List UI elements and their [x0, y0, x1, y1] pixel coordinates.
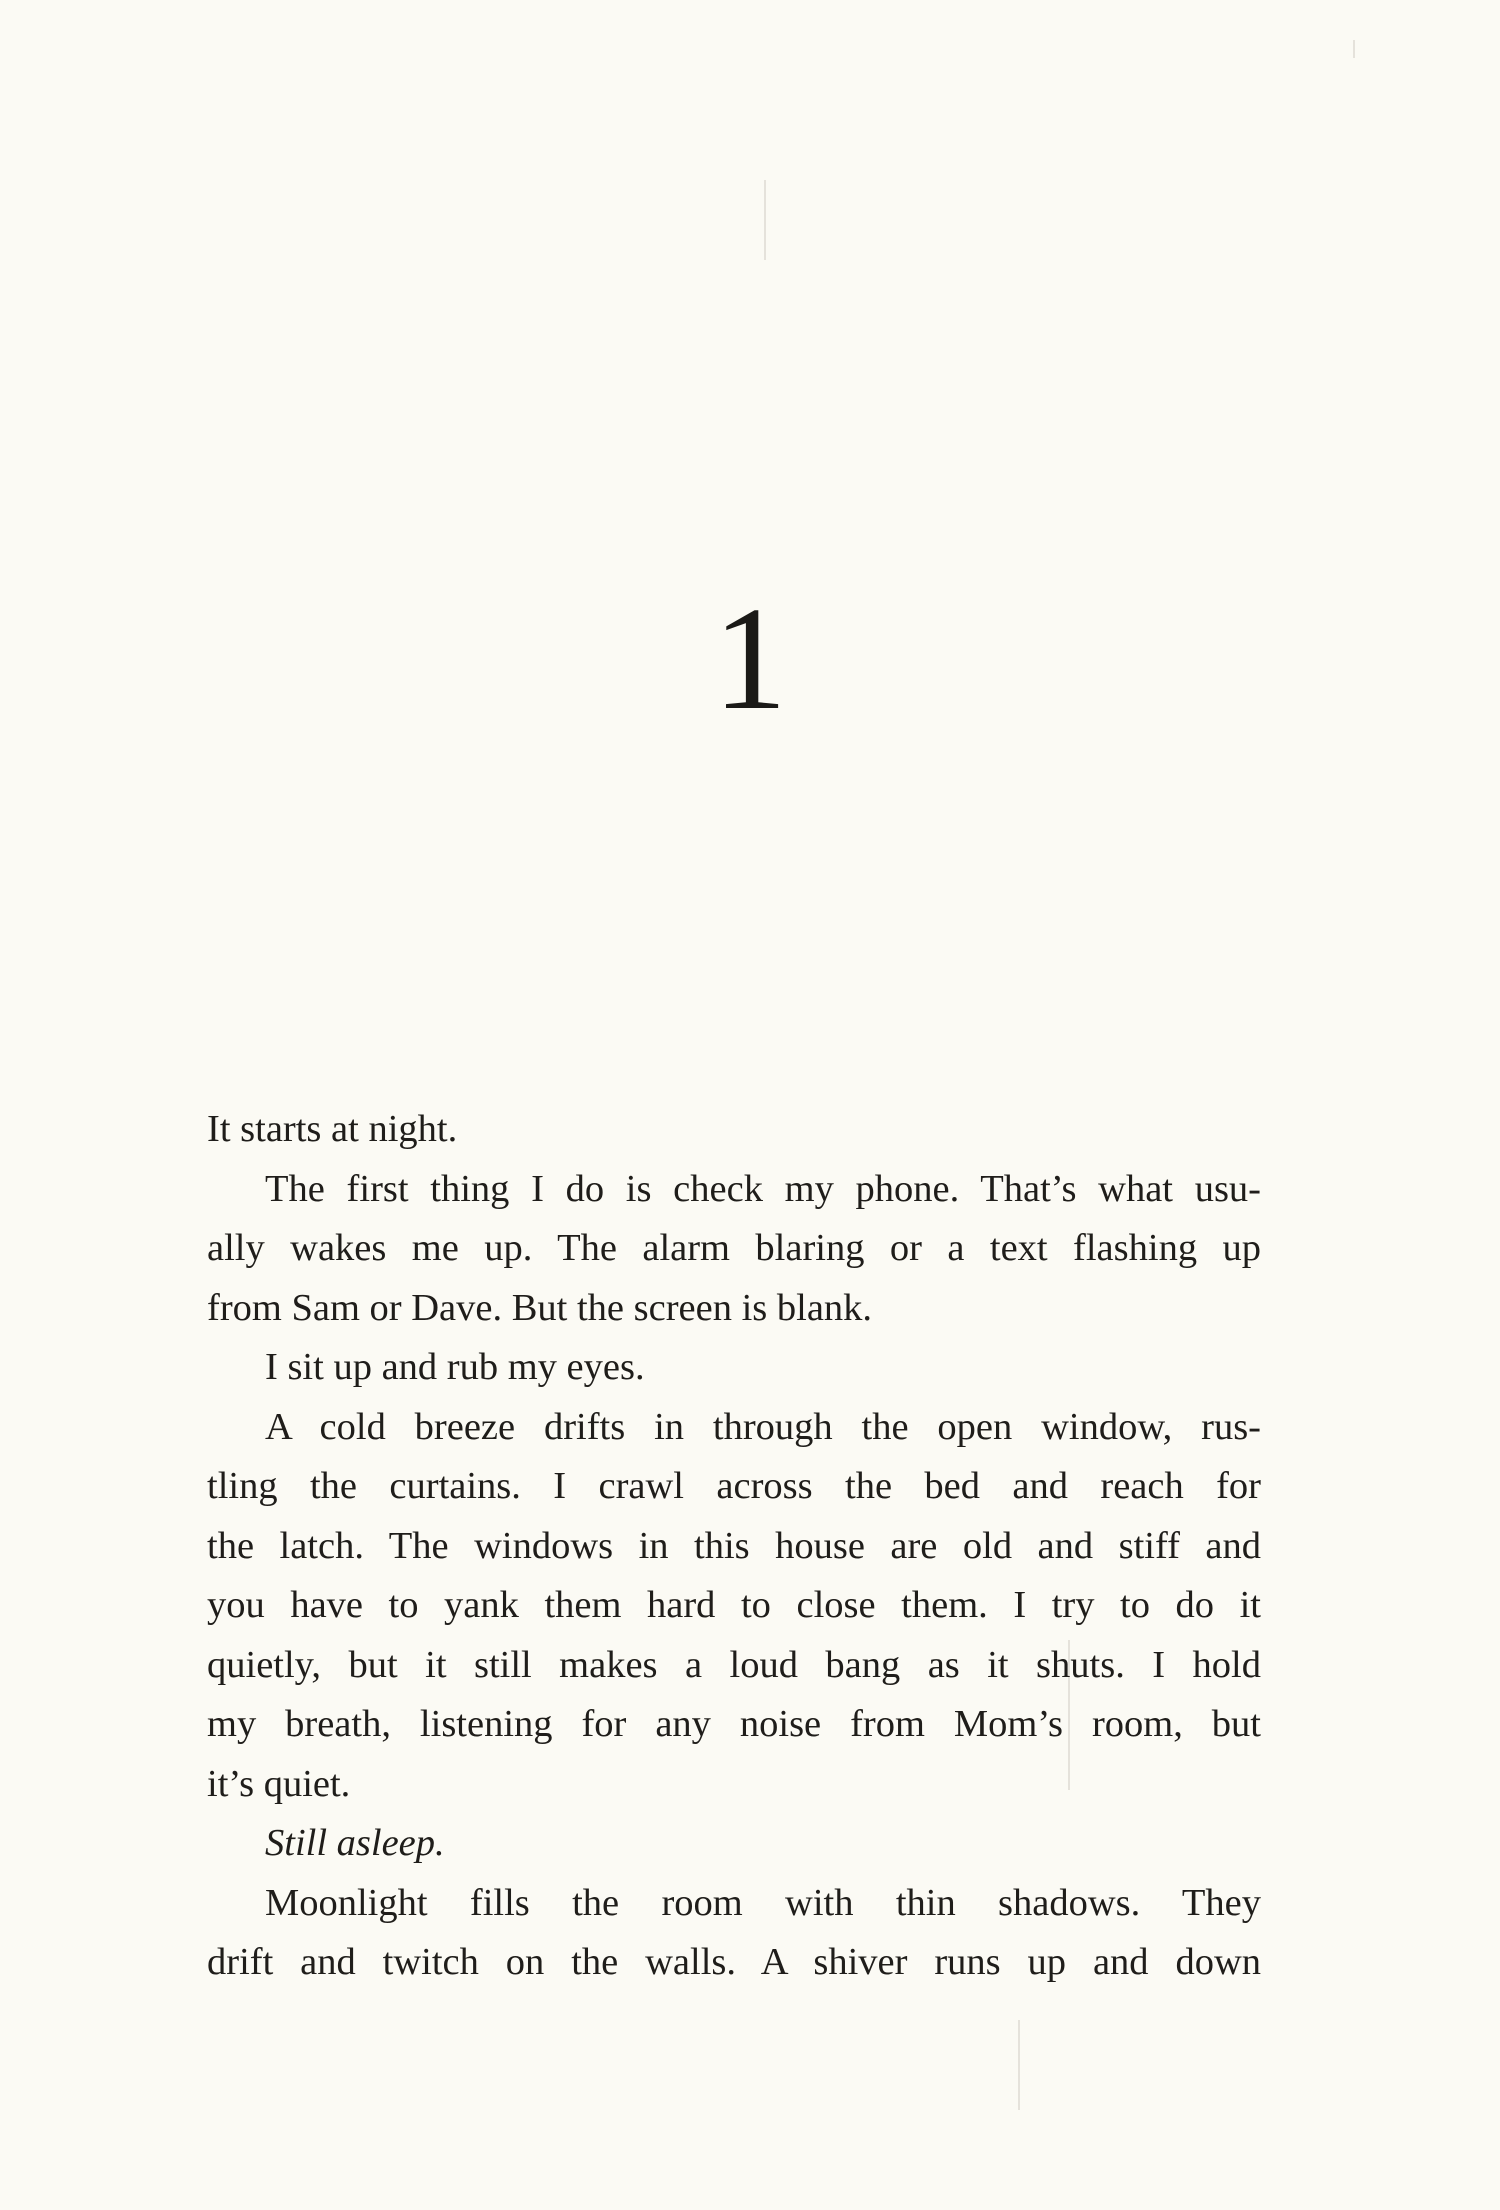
chapter-text	[207, 1100, 1261, 1993]
text-line: I sit up and rub my eyes.	[265, 1346, 645, 1388]
text-line: It starts at night.	[207, 1108, 458, 1150]
text-line: quietly, but it still makes a loud bang as it shuts. I hold	[207, 1643, 1261, 1686]
paper-mark	[1018, 2020, 1020, 2110]
text-line: the latch. The windows in this house are old and stiff and	[207, 1524, 1261, 1567]
text-line: it’s quiet.	[207, 1762, 351, 1805]
text-line: my breath, listening for any noise from Mom’s room, but	[207, 1703, 1261, 1745]
text-line: drift and twitch on the walls. A shiver runs up and down	[207, 1941, 1261, 1983]
text-line: Moonlight fills the room with thin shadows. They	[265, 1881, 1261, 1924]
text-line: A cold breeze drifts in through the open window, rus-	[265, 1405, 1261, 1448]
paper-mark	[764, 180, 766, 260]
text-line: Still asleep.	[265, 1822, 445, 1864]
chapter-number: 1	[713, 577, 787, 741]
paper-mark	[1353, 40, 1355, 58]
text-line: from Sam or Dave. But the screen is blank.	[207, 1286, 873, 1329]
text-line: ally wakes me up. The alarm blaring or a text flashing up	[207, 1227, 1261, 1269]
text-line: The first thing I do is check my phone. That’s what usu-	[265, 1167, 1261, 1210]
text-line: you have to yank them hard to close them. I try to do it	[207, 1584, 1261, 1626]
text-line: tling the curtains. I crawl across the bed and reach for	[207, 1465, 1261, 1507]
